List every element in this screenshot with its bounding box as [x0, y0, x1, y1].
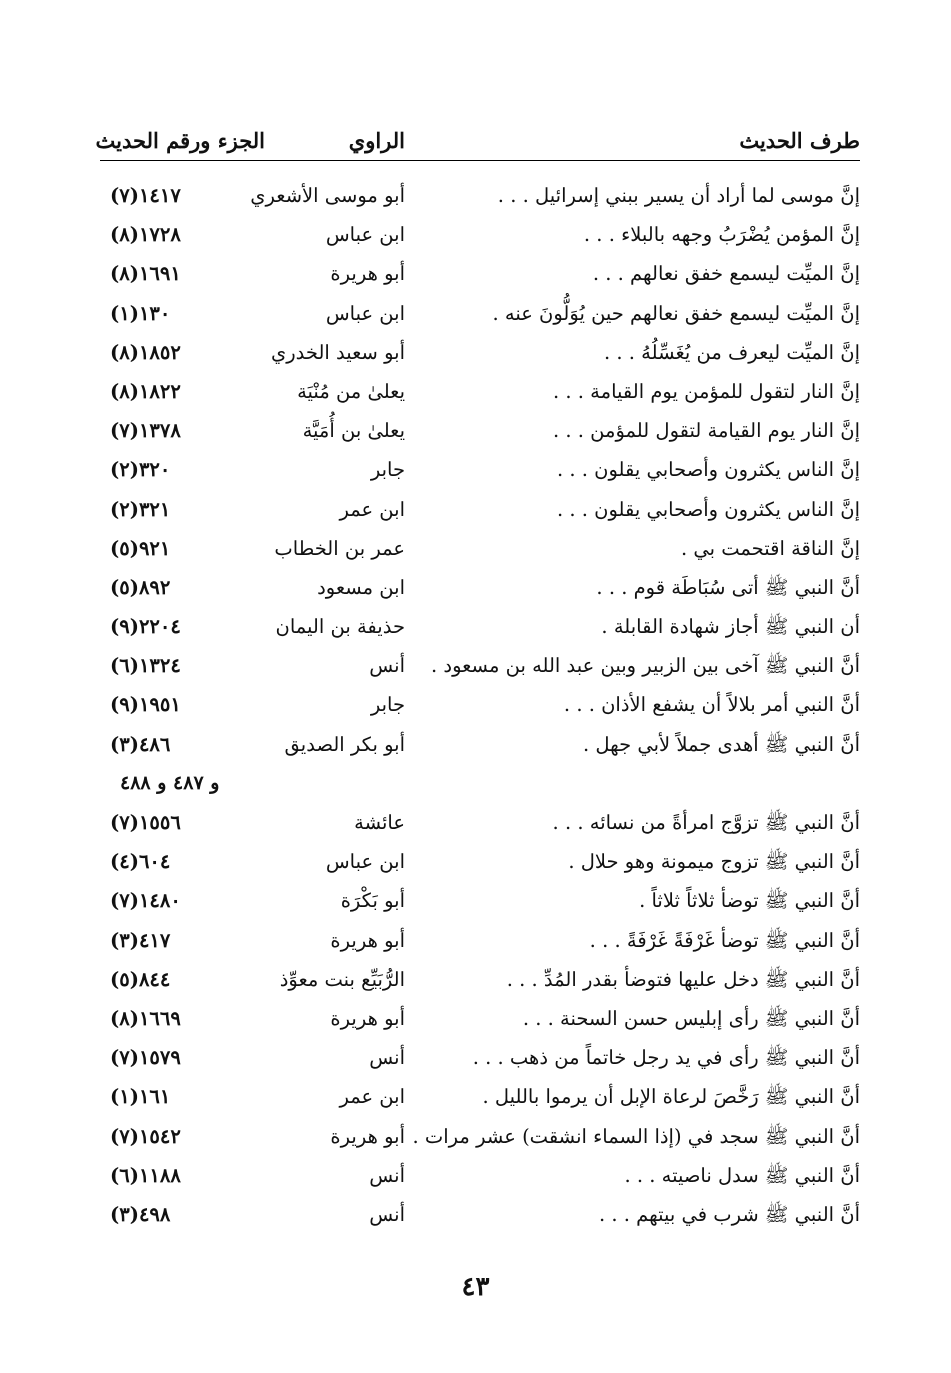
volume-hadith-number: ١٦٩١(٨) [110, 262, 181, 286]
hadith-text: إنَّ موسى لما أراد أن يسير ببني إسرائيل . . . [497, 184, 860, 207]
hadith-text: أنَّ النبي ﷺ رأى إبليس حسن السحنة . . . [522, 1006, 860, 1030]
narrator: أنس [369, 1202, 405, 1226]
narrator: ابن عباس [325, 223, 405, 247]
narrator: جابر [370, 458, 405, 482]
hadith-index-table [100, 172, 860, 1230]
volume-hadith-number: ٤٩٨(٣) [110, 1202, 171, 1226]
narrator: جابر [370, 693, 405, 717]
narrator: حذيفة بن اليمان [275, 615, 405, 639]
hadith-text: إنَّ الميِّت ليسمع خفق نعالهم حين يُوَلُّونَ عنه . [492, 301, 860, 325]
hadith-text: أنَّ النبي ﷺ رأى في يد رجل خاتماً من ذهب . . . [472, 1046, 860, 1070]
table-row [100, 1113, 860, 1152]
narrator: ابن عمر [339, 497, 405, 521]
table-row [100, 995, 860, 1034]
header-hadith: طرف الحديث [739, 128, 860, 153]
header-reference: الجزء ورقم الحديث [95, 128, 265, 153]
table-row [100, 877, 860, 916]
table-row [100, 1191, 860, 1230]
narrator: أبو سعيد الخدري [270, 340, 405, 364]
hadith-text: إنَّ النار لتقول للمؤمن يوم القيامة . . . [552, 379, 860, 403]
hadith-text: إنَّ المؤمن يُضْرَبُ وجهه بالبلاء . . . [583, 223, 860, 247]
volume-hadith-number: ٣٢٠(٢) [110, 458, 171, 482]
narrator: أبو موسى الأشعري [250, 184, 405, 207]
narrator: ابن عمر [339, 1085, 405, 1109]
hadith-text: أنَّ النبي ﷺ شرب في بيتهم . . . [598, 1202, 860, 1226]
volume-hadith-number: ٩٢١(٥) [110, 536, 171, 560]
hadith-text: إنَّ الناس يكثرون وأصحابي يقلون . . . [556, 458, 860, 482]
table-row [100, 1034, 860, 1073]
volume-hadith-number: ١٨٢٢(٨) [110, 379, 181, 403]
volume-hadith-number: ٤٨٦(٣) [110, 732, 171, 756]
table-row [100, 290, 860, 329]
narrator: عمر بن الخطاب [274, 536, 405, 560]
volume-hadith-number: ١٤٨٠(٧) [110, 889, 181, 913]
volume-hadith-number: ١٥٧٩(٧) [110, 1046, 181, 1070]
narrator: ابن عباس [325, 301, 405, 325]
table-row [100, 368, 860, 407]
narrator: أبو هريرة [330, 262, 405, 286]
hadith-text: أنَّ النبي ﷺ سدل ناصيته . . . [624, 1163, 860, 1187]
table-row [100, 603, 860, 642]
page-number: ٤٣ [461, 1272, 490, 1302]
volume-hadith-number: ٨٤٤(٥) [110, 967, 171, 991]
narrator: أبو هريرة [330, 1124, 405, 1148]
narrator: يعلىٰ بن أُمَيَّة [302, 419, 405, 443]
volume-hadith-number: ١٣٢٤(٦) [110, 654, 181, 678]
narrator: أنس [369, 1046, 405, 1070]
volume-hadith-number: ١١٨٨(٦) [110, 1163, 181, 1187]
table-row [100, 172, 860, 211]
narrator: عائشة [354, 811, 405, 834]
narrator: أبو بَكْرَة [340, 889, 405, 913]
table-row [100, 917, 860, 956]
volume-hadith-number: ١٥٤٢(٧) [110, 1124, 181, 1148]
hadith-text: أنَّ النبي ﷺ رَخَّصَ لرعاة الإبل أن يرموا بالليل . [482, 1085, 860, 1109]
volume-hadith-number: ١٨٥٢(٨) [110, 340, 181, 364]
narrator: أبو هريرة [330, 1006, 405, 1030]
volume-hadith-number-continuation: و ٤٨٧ و ٤٨٨ [120, 771, 220, 794]
volume-hadith-number: ١٤١٧(٧) [110, 184, 181, 207]
table-row [100, 838, 860, 877]
volume-hadith-number: ١٦٦٩(٨) [110, 1006, 181, 1030]
table-header [95, 118, 860, 162]
table-row [100, 329, 860, 368]
hadith-text: أنَّ النبي ﷺ آخى بين الزبير وبين عبد الله بن مسعود . [431, 654, 860, 678]
volume-hadith-number: ١٦١(١) [110, 1085, 171, 1109]
narrator: ابن مسعود [317, 575, 405, 599]
narrator: أنس [369, 1163, 405, 1187]
narrator: أنس [369, 654, 405, 678]
narrator: الرُّبَيِّع بنت معوِّذ [279, 967, 405, 991]
hadith-text: أنَّ النبي ﷺ توضأ غَرْفَةً غَرْفَةً . . . [589, 928, 860, 952]
hadith-text: أن النبي ﷺ أجاز شهادة القابلة . [601, 615, 860, 639]
volume-hadith-number: ١٣٧٨(٧) [110, 419, 181, 443]
table-row [100, 525, 860, 564]
volume-hadith-number: ٣٢١(٢) [110, 497, 171, 521]
volume-hadith-number: ٨٩٢(٥) [110, 575, 171, 599]
narrator: أبو بكر الصديق [284, 732, 405, 756]
table-row [100, 721, 860, 760]
hadith-text: أنَّ النبي ﷺ تزوَّج امرأةً من نسائه . . . [552, 811, 860, 834]
narrator: يعلىٰ من مُنْيَة [297, 379, 405, 403]
volume-hadith-number: ١٩٥١(٩) [110, 693, 181, 717]
hadith-text: أنَّ النبي ﷺ أتى سُبَاطَة قوم . . . [596, 575, 860, 599]
header-divider [100, 160, 860, 161]
volume-hadith-number: ٦٠٤(٤) [110, 850, 171, 874]
volume-hadith-number: ٢٢٠٤(٩) [110, 615, 181, 639]
hadith-text: أنَّ النبي أمر بلالاً أن يشفع الأذان . . . [563, 693, 860, 717]
hadith-text: أنَّ النبي ﷺ توضأ ثلاثاً ثلاثاً . [639, 889, 860, 913]
table-row [100, 642, 860, 681]
hadith-text: إنَّ الميِّت ليعرف من يُغَسِّلُهُ . . . [603, 340, 860, 364]
header-narrator: الراوي [348, 128, 405, 153]
narrator: ابن عباس [325, 850, 405, 874]
narrator: أبو هريرة [330, 928, 405, 952]
volume-hadith-number: ١٣٠(١) [110, 301, 171, 325]
table-row [100, 486, 860, 525]
table-row [100, 681, 860, 720]
table-row [100, 250, 860, 289]
hadith-text: أنَّ النبي ﷺ سجد في (إذا السماء انشقت) عشر مرات . [412, 1124, 860, 1148]
volume-hadith-number: ١٧٢٨(٨) [110, 223, 181, 247]
hadith-text: إنَّ الناقة اقتحمت بي . [680, 536, 860, 560]
table-row [100, 564, 860, 603]
table-row [100, 799, 860, 838]
table-row [100, 446, 860, 485]
hadith-text: أنَّ النبي ﷺ أهدى جملاً لأبي جهل . [582, 732, 860, 756]
table-row [100, 407, 860, 446]
table-row [100, 956, 860, 995]
hadith-text: أنَّ النبي ﷺ دخل عليها فتوضأ بقدر المُدِّ . . . [506, 967, 860, 991]
hadith-text: إنَّ الناس يكثرون وأصحابي يقلون . . . [556, 497, 860, 521]
hadith-text: إنَّ الميِّت ليسمع خفق نعالهم . . . [592, 262, 860, 286]
table-row-continuation [100, 760, 860, 799]
table-row [100, 1073, 860, 1112]
volume-hadith-number: ١٥٥٦(٧) [110, 811, 181, 834]
hadith-text: أنَّ النبي ﷺ تزوج ميمونة وهو حلال . [568, 850, 860, 874]
table-row [100, 211, 860, 250]
hadith-text: إنَّ النار يوم القيامة لتقول للمؤمن . . . [552, 419, 860, 443]
volume-hadith-number: ٤١٧(٣) [110, 928, 171, 952]
table-row [100, 1152, 860, 1191]
